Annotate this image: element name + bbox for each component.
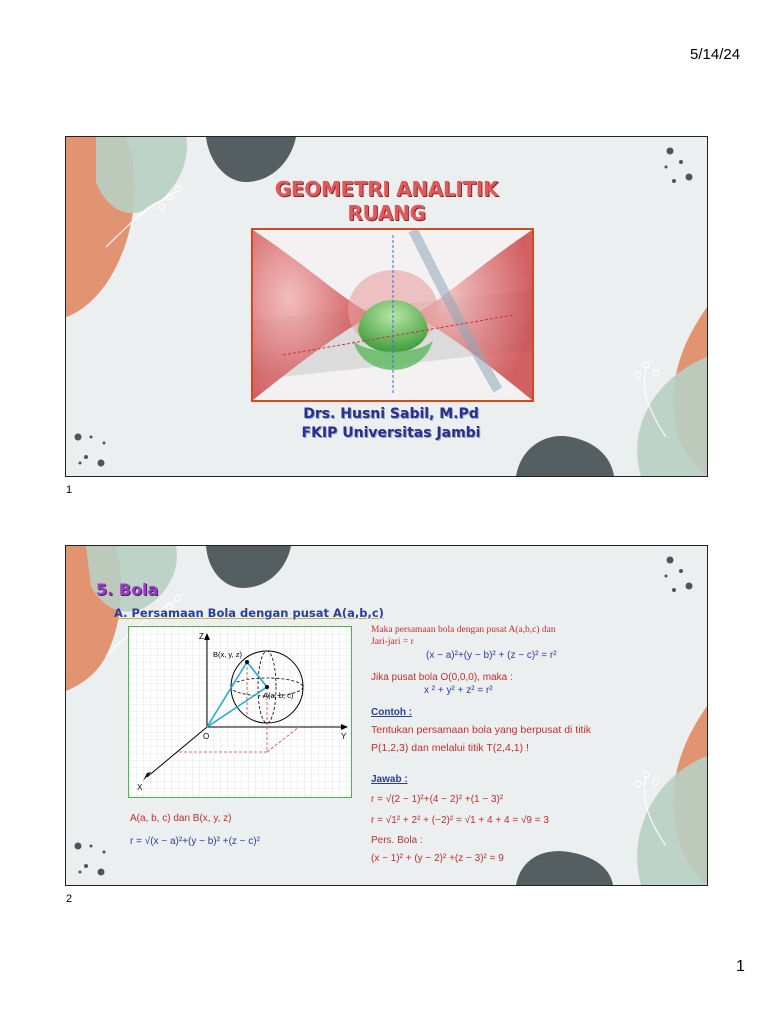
slide-1: [65, 136, 708, 477]
title-line-1: GEOMETRI ANALITIK: [274, 177, 499, 201]
axis-y-label: Y: [341, 732, 347, 741]
point-b-label: B(x, y, z): [213, 650, 243, 659]
sphere-diagram: [129, 627, 351, 797]
header-date: 5/14/24: [690, 46, 741, 63]
author-name: Drs. Husni Sabil, M.Pd: [303, 406, 479, 422]
equation-general: (x − a)²+(y − b)² + (z − c)² = r²: [426, 650, 557, 661]
hero-image: [251, 228, 534, 402]
right-line-2: Jari-jari = r: [371, 637, 414, 647]
answer-line-3: Pers. Bola :: [371, 835, 423, 846]
slide-1-number: 1: [66, 484, 73, 496]
origin-label: O: [203, 732, 210, 741]
question-line-1: Tentukan persamaan bola yang berpusat di titik: [371, 724, 592, 736]
axis-x-label: X: [137, 783, 143, 792]
question-line-2: P(1,2,3) dan melalui titik T(2,4,1) !: [371, 742, 529, 754]
page-number: 1: [736, 958, 745, 975]
point-a-label: A(a, b, c): [263, 691, 294, 700]
answer-line-1: r = √(2 − 1)²+(4 − 2)² +(1 − 3)²: [371, 794, 504, 805]
title-line-2: RUANG: [347, 201, 426, 225]
axis-z-label: Z: [199, 632, 204, 641]
slide-1-title: [66, 177, 707, 225]
surface-illustration: [253, 230, 532, 400]
answer-heading: Jawab :: [371, 774, 408, 785]
author-block: [256, 405, 526, 443]
left-text-points: A(a, b, c) dan B(x, y, z): [130, 813, 232, 824]
slide-2-title: 5. Bola: [96, 580, 159, 599]
slide-2-number: 2: [66, 893, 73, 905]
answer-line-4: (x − 1)² + (y − 2)² +(z − 3)² = 9: [371, 853, 504, 864]
answer-line-2: r = √1² + 2² + (−2)² = √1 + 4 + 4 = √9 = 3: [371, 815, 549, 826]
author-institution: FKIP Universitas Jambi: [301, 425, 481, 441]
right-line-3: Jika pusat bola O(0,0,0), maka :: [371, 672, 513, 683]
slide-2: [65, 545, 708, 886]
right-line-1: Maka persamaan bola dengan pusat A(a,b,c) dan: [371, 625, 556, 635]
example-heading: Contoh :: [371, 707, 413, 718]
left-formula: r = √(x − a)²+(y − b)² +(z − c)²: [130, 836, 260, 847]
slide-2-subtitle: A. Persamaan Bola dengan pusat A(a,b,c): [114, 606, 384, 620]
equation-origin: x ² + y² + z² = r²: [424, 685, 493, 696]
sphere-figure: [128, 626, 352, 798]
